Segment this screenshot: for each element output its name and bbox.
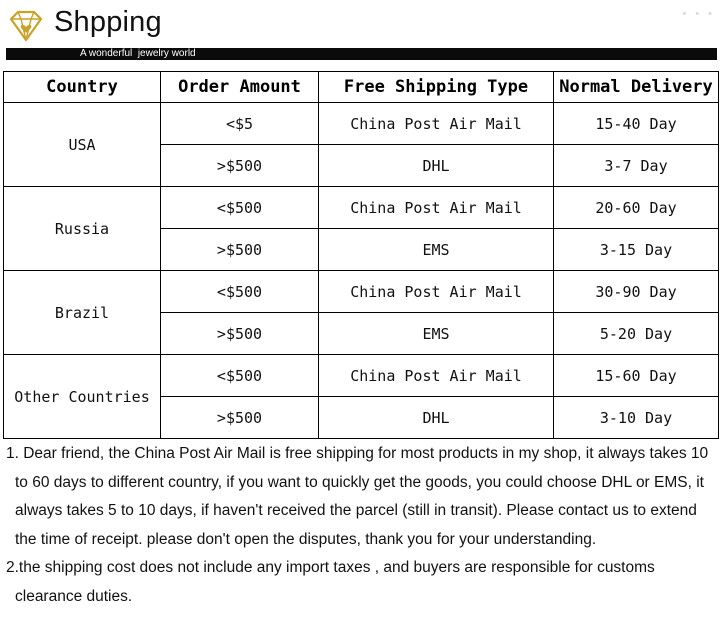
shipping-type-cell: China Post Air Mail — [319, 271, 554, 313]
note-1: 1. Dear friend, the China Post Air Mail is free shipping for most products in my shop, it always takes 10 to 60 days to different country, if you want to quickly get the goods, you could choose DHL or EMS, it always takes 5 to 10 days, if haven't received the parcel (still in transit). Please contact us to extend the time of receipt. please don't open the disputes, thank you for your understanding. — [6, 445, 709, 548]
header — [0, 0, 721, 64]
delivery-cell: 15-60 Day — [554, 355, 719, 397]
order-amount-cell: <$500 — [161, 355, 319, 397]
tagline: A wonderful jewelry world — [80, 48, 196, 59]
header-normal-delivery: Normal Delivery — [554, 72, 719, 103]
country-cell: Russia — [4, 187, 161, 271]
header-order-amount: Order Amount — [161, 72, 319, 103]
shipping-table — [3, 71, 719, 439]
brand-title: Shpping — [54, 6, 162, 38]
shipping-type-cell: China Post Air Mail — [319, 103, 554, 145]
order-amount-cell: >$500 — [161, 229, 319, 271]
table-row — [4, 355, 719, 397]
table-row — [4, 187, 719, 229]
shipping-type-cell: EMS — [319, 229, 554, 271]
note-2: 2.the shipping cost does not include any import taxes , and buyers are responsible for customs clearance duties. — [6, 559, 655, 605]
shipping-type-cell: China Post Air Mail — [319, 355, 554, 397]
table-row — [4, 271, 719, 313]
order-amount-cell: <$5 — [161, 103, 319, 145]
shipping-type-cell: DHL — [319, 145, 554, 187]
delivery-cell: 15-40 Day — [554, 103, 719, 145]
delivery-cell: 30-90 Day — [554, 271, 719, 313]
shipping-type-cell: EMS — [319, 313, 554, 355]
header-country: Country — [4, 72, 161, 103]
table-header-row — [4, 72, 719, 103]
delivery-cell: 5-20 Day — [554, 313, 719, 355]
order-amount-cell: <$500 — [161, 187, 319, 229]
order-amount-cell: >$500 — [161, 313, 319, 355]
header-shipping-type: Free Shipping Type — [319, 72, 554, 103]
delivery-cell: 3-10 Day — [554, 397, 719, 439]
table-row — [4, 103, 719, 145]
order-amount-cell: <$500 — [161, 271, 319, 313]
country-cell: Brazil — [4, 271, 161, 355]
shipping-type-cell: DHL — [319, 397, 554, 439]
delivery-cell: 20-60 Day — [554, 187, 719, 229]
country-cell: USA — [4, 103, 161, 187]
delivery-cell: 3-7 Day — [554, 145, 719, 187]
decorative-dots: • • • — [682, 8, 715, 20]
shipping-type-cell: China Post Air Mail — [319, 187, 554, 229]
order-amount-cell: >$500 — [161, 397, 319, 439]
shipping-notes — [6, 440, 718, 612]
diamond-heart-logo — [8, 9, 44, 43]
delivery-cell: 3-15 Day — [554, 229, 719, 271]
country-cell: Other Countries — [4, 355, 161, 439]
order-amount-cell: >$500 — [161, 145, 319, 187]
